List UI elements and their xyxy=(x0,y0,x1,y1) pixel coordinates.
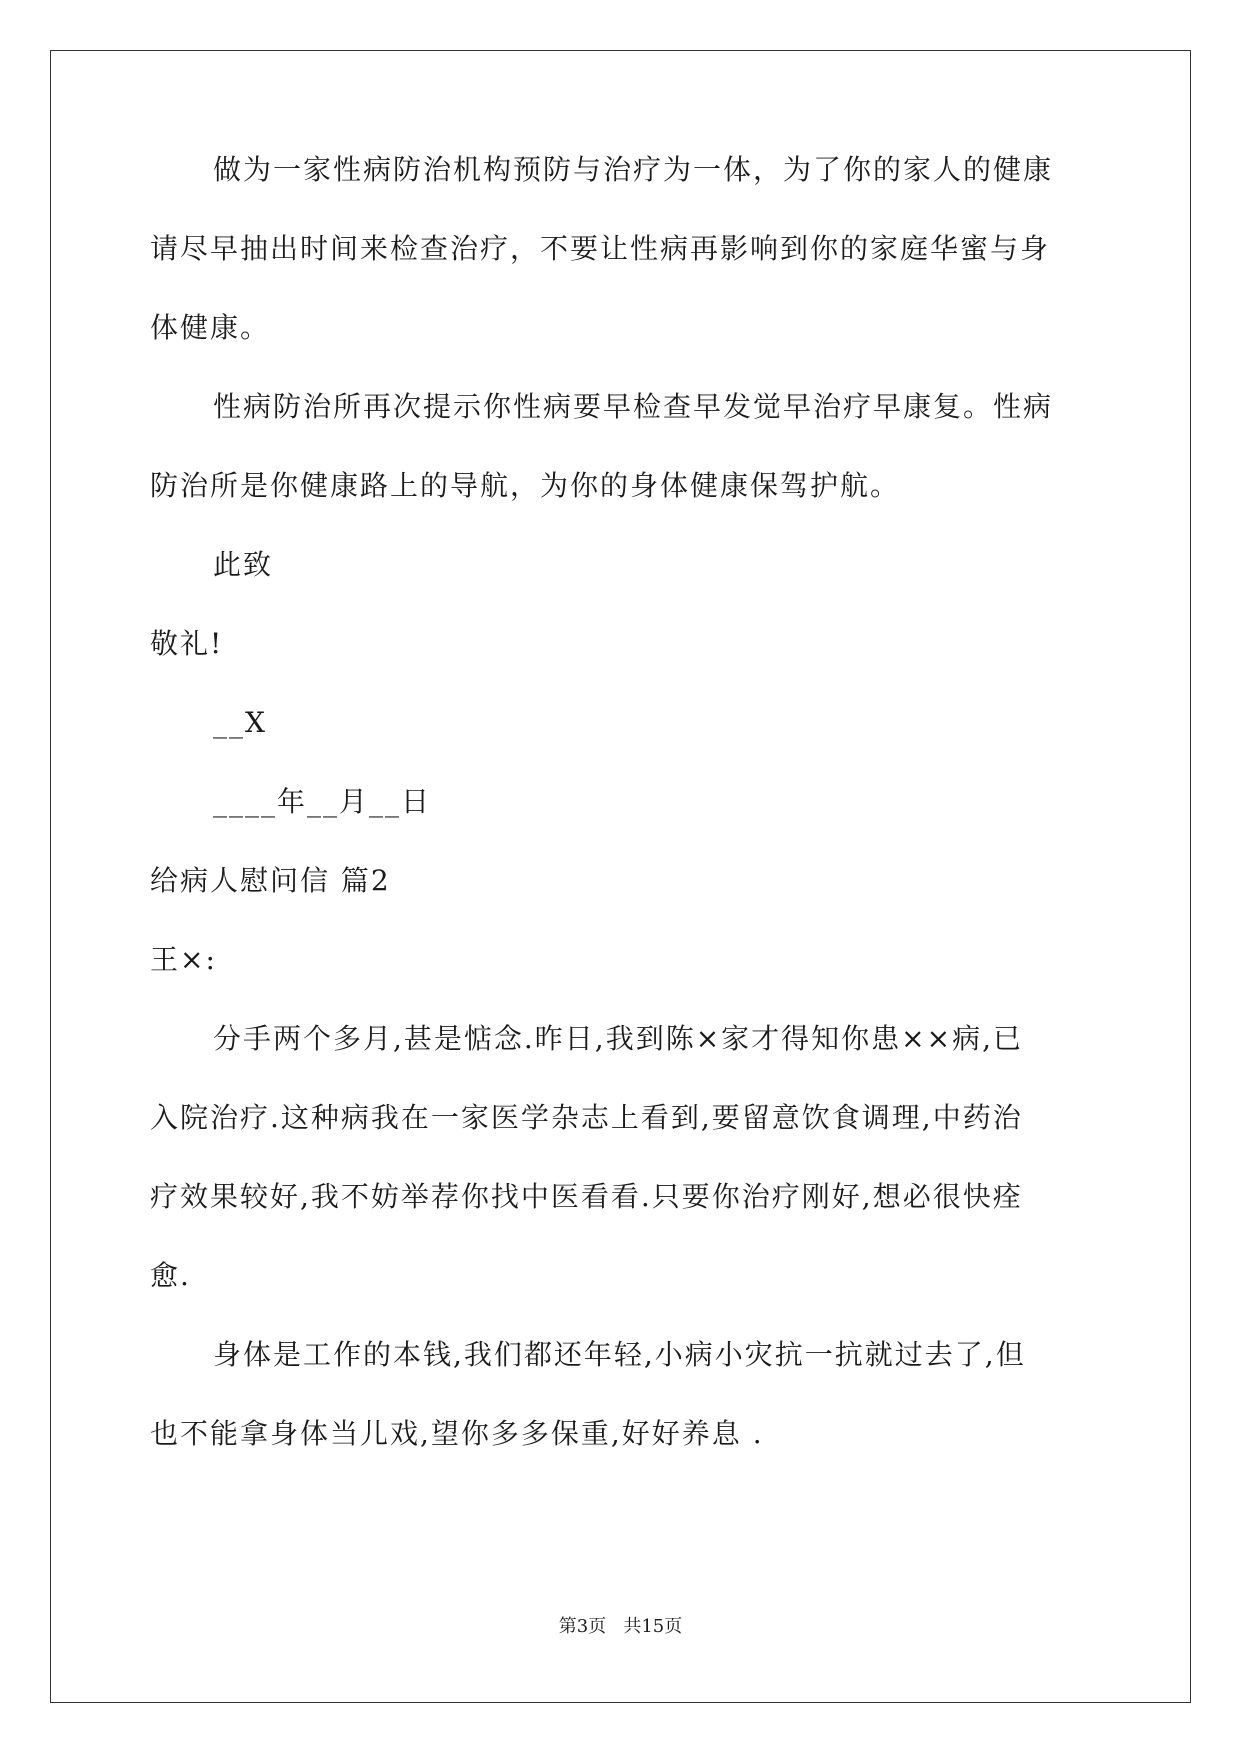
closing-regards: 敬礼! xyxy=(150,627,224,660)
text-line-3: 体健康。 xyxy=(150,311,271,344)
page-footer: 第3页 共15页 xyxy=(558,1616,683,1637)
letter-greeting: 王×: xyxy=(150,943,217,976)
section-heading: 给病人慰问信 篇2 xyxy=(150,864,391,897)
text-line-16: 身体是工作的本钱,我们都还年轻,小病小灾抗一抗就过去了,但 xyxy=(213,1338,1026,1371)
text-line-4: 性病防治所再次提示你性病要早检查早发觉早治疗早康复。性病 xyxy=(213,390,1054,423)
text-line-5: 防治所是你健康路上的导航，为你的身体健康保驾护航。 xyxy=(150,469,901,502)
text-line-13: 入院治疗.这种病我在一家医学杂志上看到,要留意饮食调理,中药治 xyxy=(150,1101,1023,1134)
date-blank: ____年__月__日 xyxy=(213,785,432,818)
text-line-14: 疗效果较好,我不妨举荐你找中医看看.只要你治疗刚好,想必很快痊 xyxy=(150,1180,1023,1213)
text-line-12: 分手两个多月,甚是惦念.昨日,我到陈×家才得知你患××病,已 xyxy=(213,1022,1023,1055)
text-line-1: 做为一家性病防治机构预防与治疗为一体，为了你的家人的健康 xyxy=(213,153,1054,186)
text-line-2: 请尽早抽出时间来检查治疗，不要让性病再影响到你的家庭华蜜与身 xyxy=(150,232,1051,265)
signature-blank: __X xyxy=(213,706,267,739)
closing-salutation: 此致 xyxy=(213,548,274,581)
text-line-15: 愈. xyxy=(150,1259,191,1292)
text-line-17: 也不能拿身体当儿戏,望你多多保重,好好养息 . xyxy=(150,1417,764,1450)
